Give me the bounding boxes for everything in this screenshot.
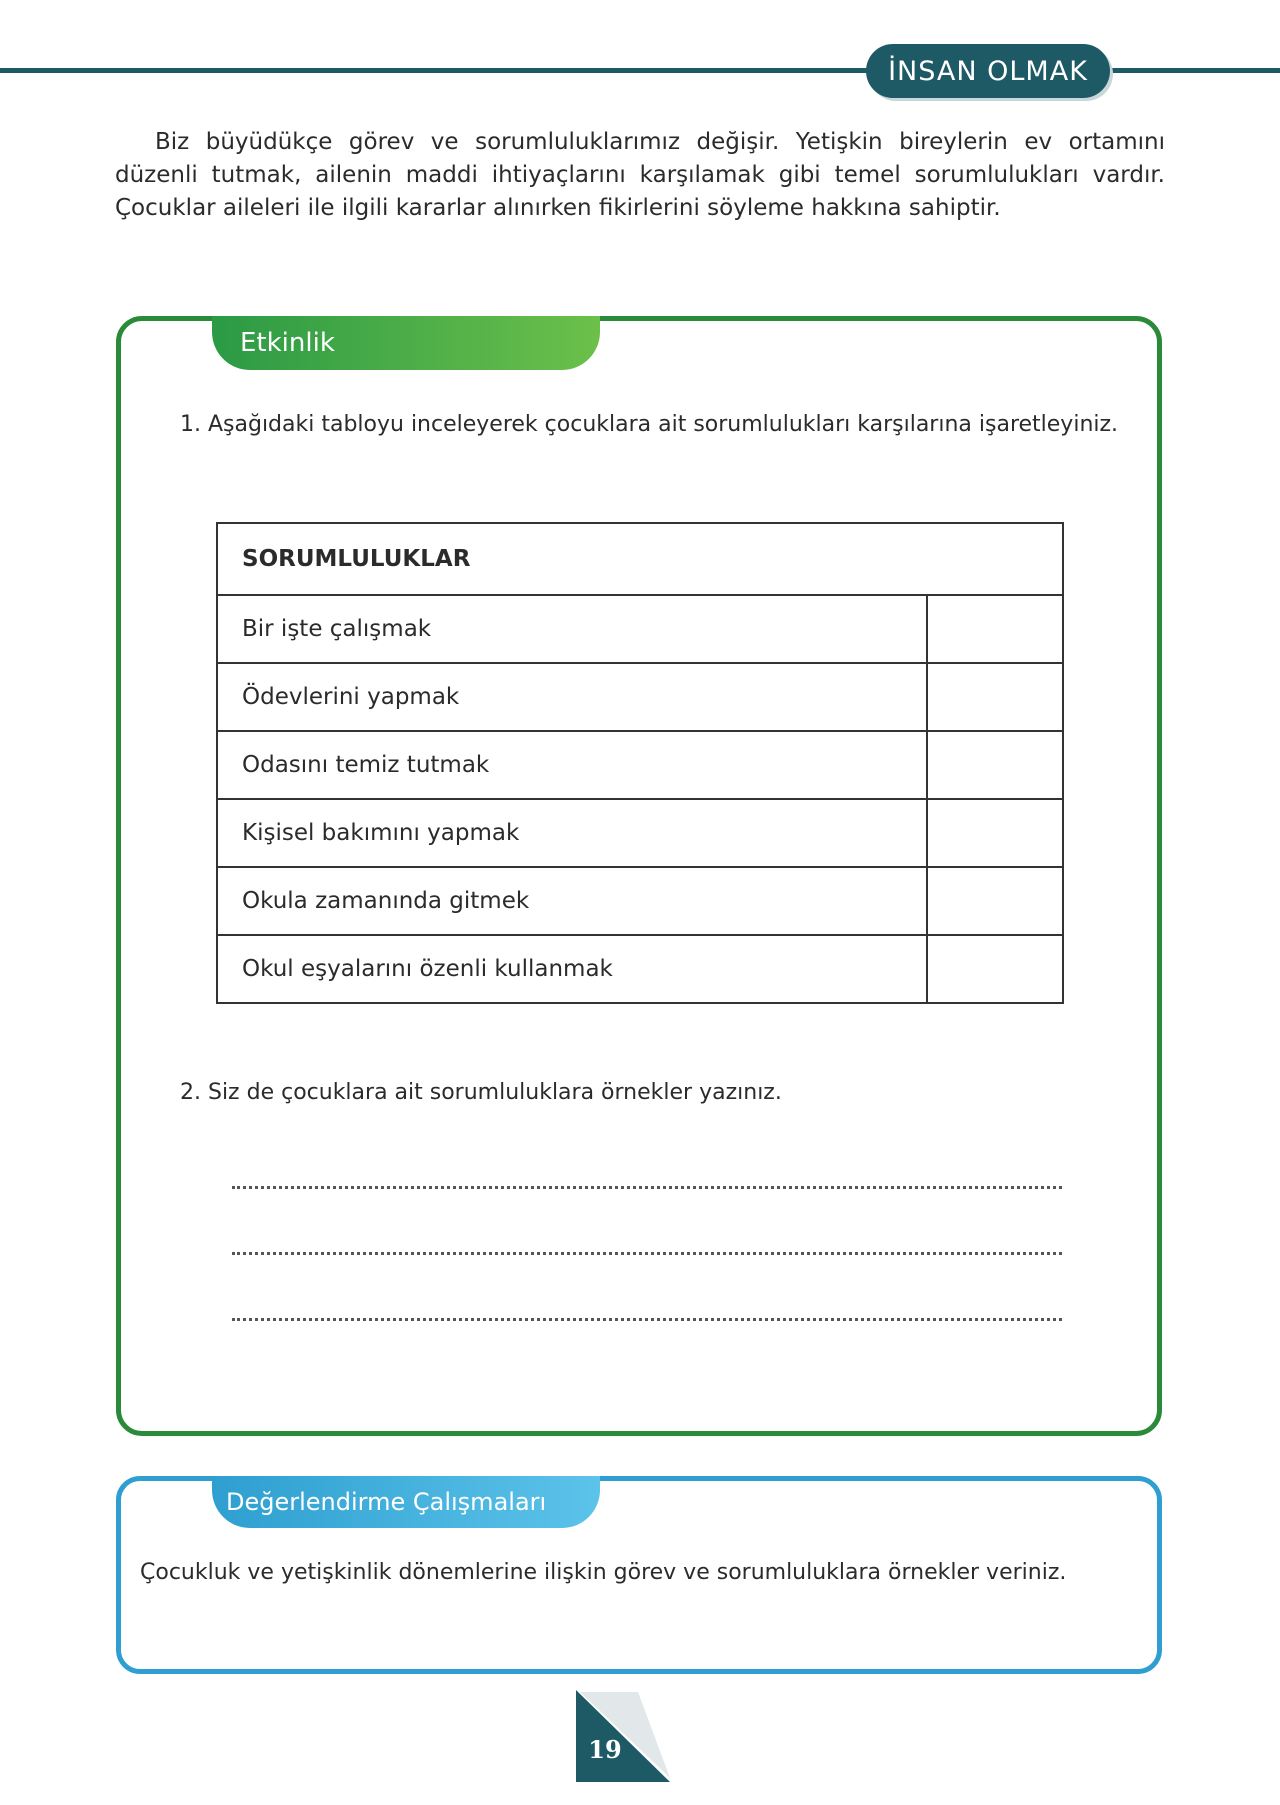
responsibilities-table — [216, 522, 1064, 1004]
checkbox-cell[interactable] — [927, 799, 1063, 867]
table-row-label: Okul eşyalarını özenli kullanmak — [217, 935, 927, 1003]
question-1: 1. Aşağıdaki tabloyu inceleyerek çocuklara ait sorumlulukları karşılarına işaretleyiniz. — [180, 412, 1119, 437]
table-row — [217, 595, 1063, 663]
checkbox-cell[interactable] — [927, 731, 1063, 799]
checkbox-cell[interactable] — [927, 935, 1063, 1003]
table-header-row — [217, 523, 1063, 595]
answer-line-1[interactable] — [232, 1186, 1062, 1189]
table-header: SORUMLULUKLAR — [242, 546, 471, 572]
evaluation-title: Değerlendirme Çalışmaları — [226, 1488, 547, 1516]
table-row — [217, 867, 1063, 935]
checkbox-cell[interactable] — [927, 663, 1063, 731]
checkbox-cell[interactable] — [927, 595, 1063, 663]
evaluation-text: Çocukluk ve yetişkinlik dönemlerine ilişkin görev ve sorumluluklara örnekler veriniz. — [140, 1560, 1067, 1585]
table-row-label: Bir işte çalışmak — [217, 595, 927, 663]
activity-title: Etkinlik — [240, 328, 335, 358]
answer-line-3[interactable] — [232, 1318, 1062, 1321]
table-row-label: Kişisel bakımını yapmak — [217, 799, 927, 867]
table-row — [217, 663, 1063, 731]
question-2: 2. Siz de çocuklara ait sorumluluklara örnekler yazınız. — [180, 1080, 782, 1105]
table-row — [217, 731, 1063, 799]
table-row — [217, 935, 1063, 1003]
table-row-label: Odasını temiz tutmak — [217, 731, 927, 799]
checkbox-cell[interactable] — [927, 867, 1063, 935]
chapter-title: İNSAN OLMAK — [866, 44, 1110, 98]
answer-line-2[interactable] — [232, 1252, 1062, 1255]
table-row-label: Okula zamanında gitmek — [217, 867, 927, 935]
table-row-label: Ödevlerini yapmak — [217, 663, 927, 731]
page-number: 19 — [588, 1735, 622, 1764]
intro-paragraph: Biz büyüdükçe görev ve sorumluluklarımız değişir. Yetişkin bireylerin ev ortamını düzenli tutmak, ailenin maddi ihtiyaçlarını karşılamak gibi temel sorumlulukları vardır. Çocuklar aileleri ile ilgili kararlar alınırken fikirlerini söyleme hakkına sahiptir. — [115, 129, 1165, 221]
table-row — [217, 799, 1063, 867]
